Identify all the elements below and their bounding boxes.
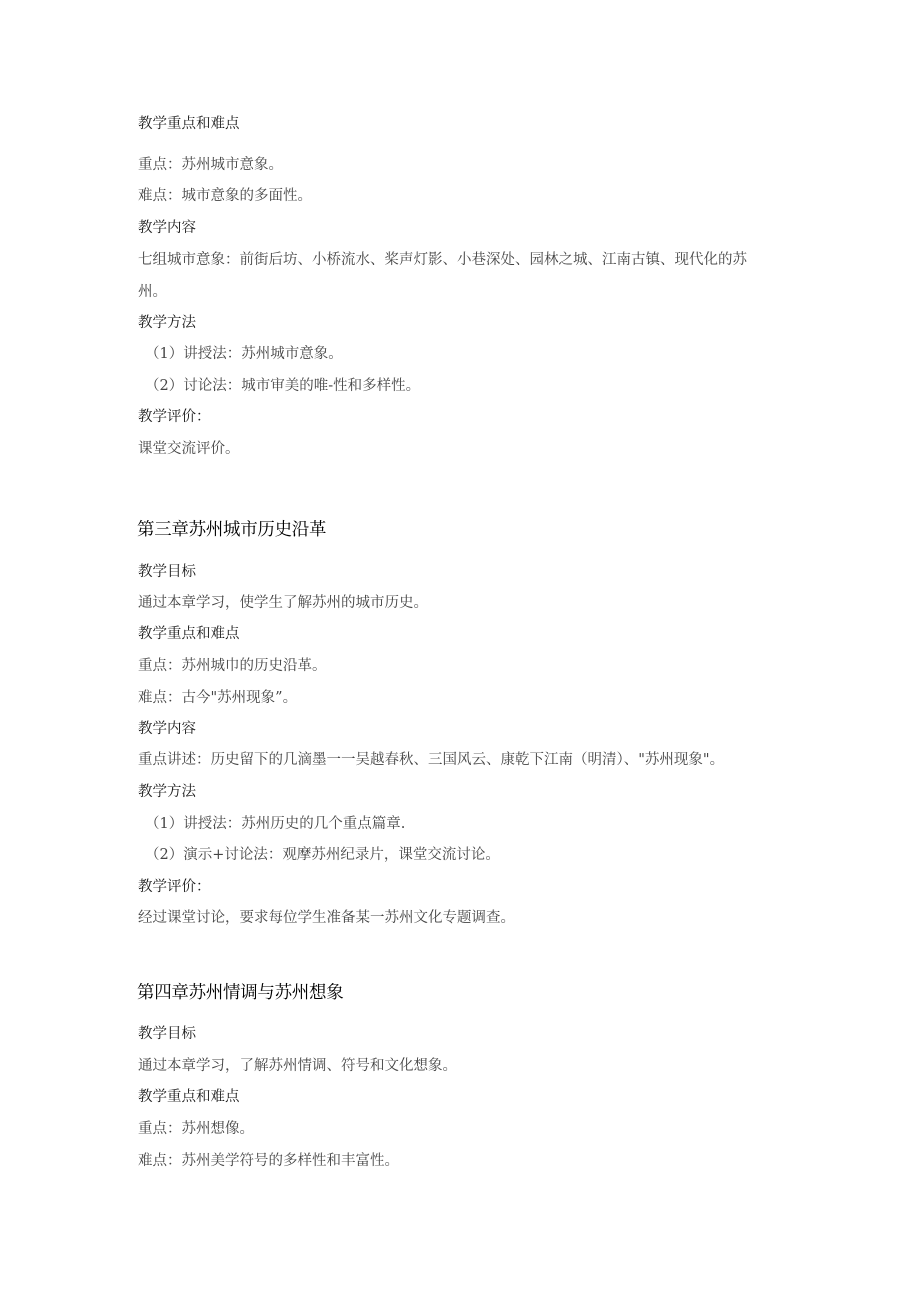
content-label: 教学内容 [138,220,196,236]
ch4-key-points-label: 教学重点和难点 [138,1089,240,1105]
content-text-line-2: 州。 [138,284,167,300]
ch3-content-text: 重点讲述：历史留下的几滴墨一一吴越春秋、三国风云、康乾下江南（明清）、"苏州现象"。 [138,752,725,768]
ch3-difficulty-text: 难点：古今"苏州现象”。 [138,690,298,706]
ch3-key-points-label: 教学重点和难点 [138,626,240,642]
ch3-goal-label: 教学目标 [138,564,196,580]
ch3-evaluation-text: 经过课堂讨论，要求每位学生准备某一苏州文化专题调查。 [138,910,515,926]
ch4-key-point-text: 重点：苏州想像。 [138,1121,254,1137]
ch4-goal-label: 教学目标 [138,1026,196,1042]
ch4-goal-text: 通过本章学习，了解苏州情调、符号和文化想象。 [138,1058,457,1074]
ch3-goal-text: 通过本章学习，使学生了解苏州的城市历史。 [138,595,428,611]
evaluation-label: 教学评价： [138,409,211,425]
chapter-3-heading: 第三章苏州城市历史沿革 [137,520,327,540]
content-text-line-1: 七组城市意象：前街后坊、小桥流水、桨声灯影、小巷深处、园林之城、江南古镇、现代化的苏 [138,252,747,268]
ch3-method-item-2: （2）演示+讨论法：观摩苏州纪录片，课堂交流讨论。 [145,847,500,863]
method-label: 教学方法 [138,315,196,331]
method-item-2: （2）讨论法：城市审美的唯-性和多样性。 [145,378,421,394]
method-item-1: （1）讲授法：苏州城市意象。 [145,346,343,362]
key-points-label: 教学重点和难点 [138,116,240,132]
ch3-method-label: 教学方法 [138,784,196,800]
ch3-method-item-1: （1）讲授法：苏州历史的几个重点篇章. [145,816,406,832]
ch3-content-label: 教学内容 [138,721,196,737]
chapter-4-heading: 第四章苏州情调与苏州想象 [137,983,344,1003]
evaluation-text: 课堂交流评价。 [138,441,240,457]
ch3-evaluation-label: 教学评价： [138,879,211,895]
ch4-difficulty-text: 难点：苏州美学符号的多样性和丰富性。 [138,1153,399,1169]
key-point-text: 重点：苏州城市意象。 [138,157,283,173]
ch3-key-point-text: 重点：苏州城巾的历史沿革。 [138,658,327,674]
difficulty-text: 难点：城市意象的多面性。 [138,188,312,204]
